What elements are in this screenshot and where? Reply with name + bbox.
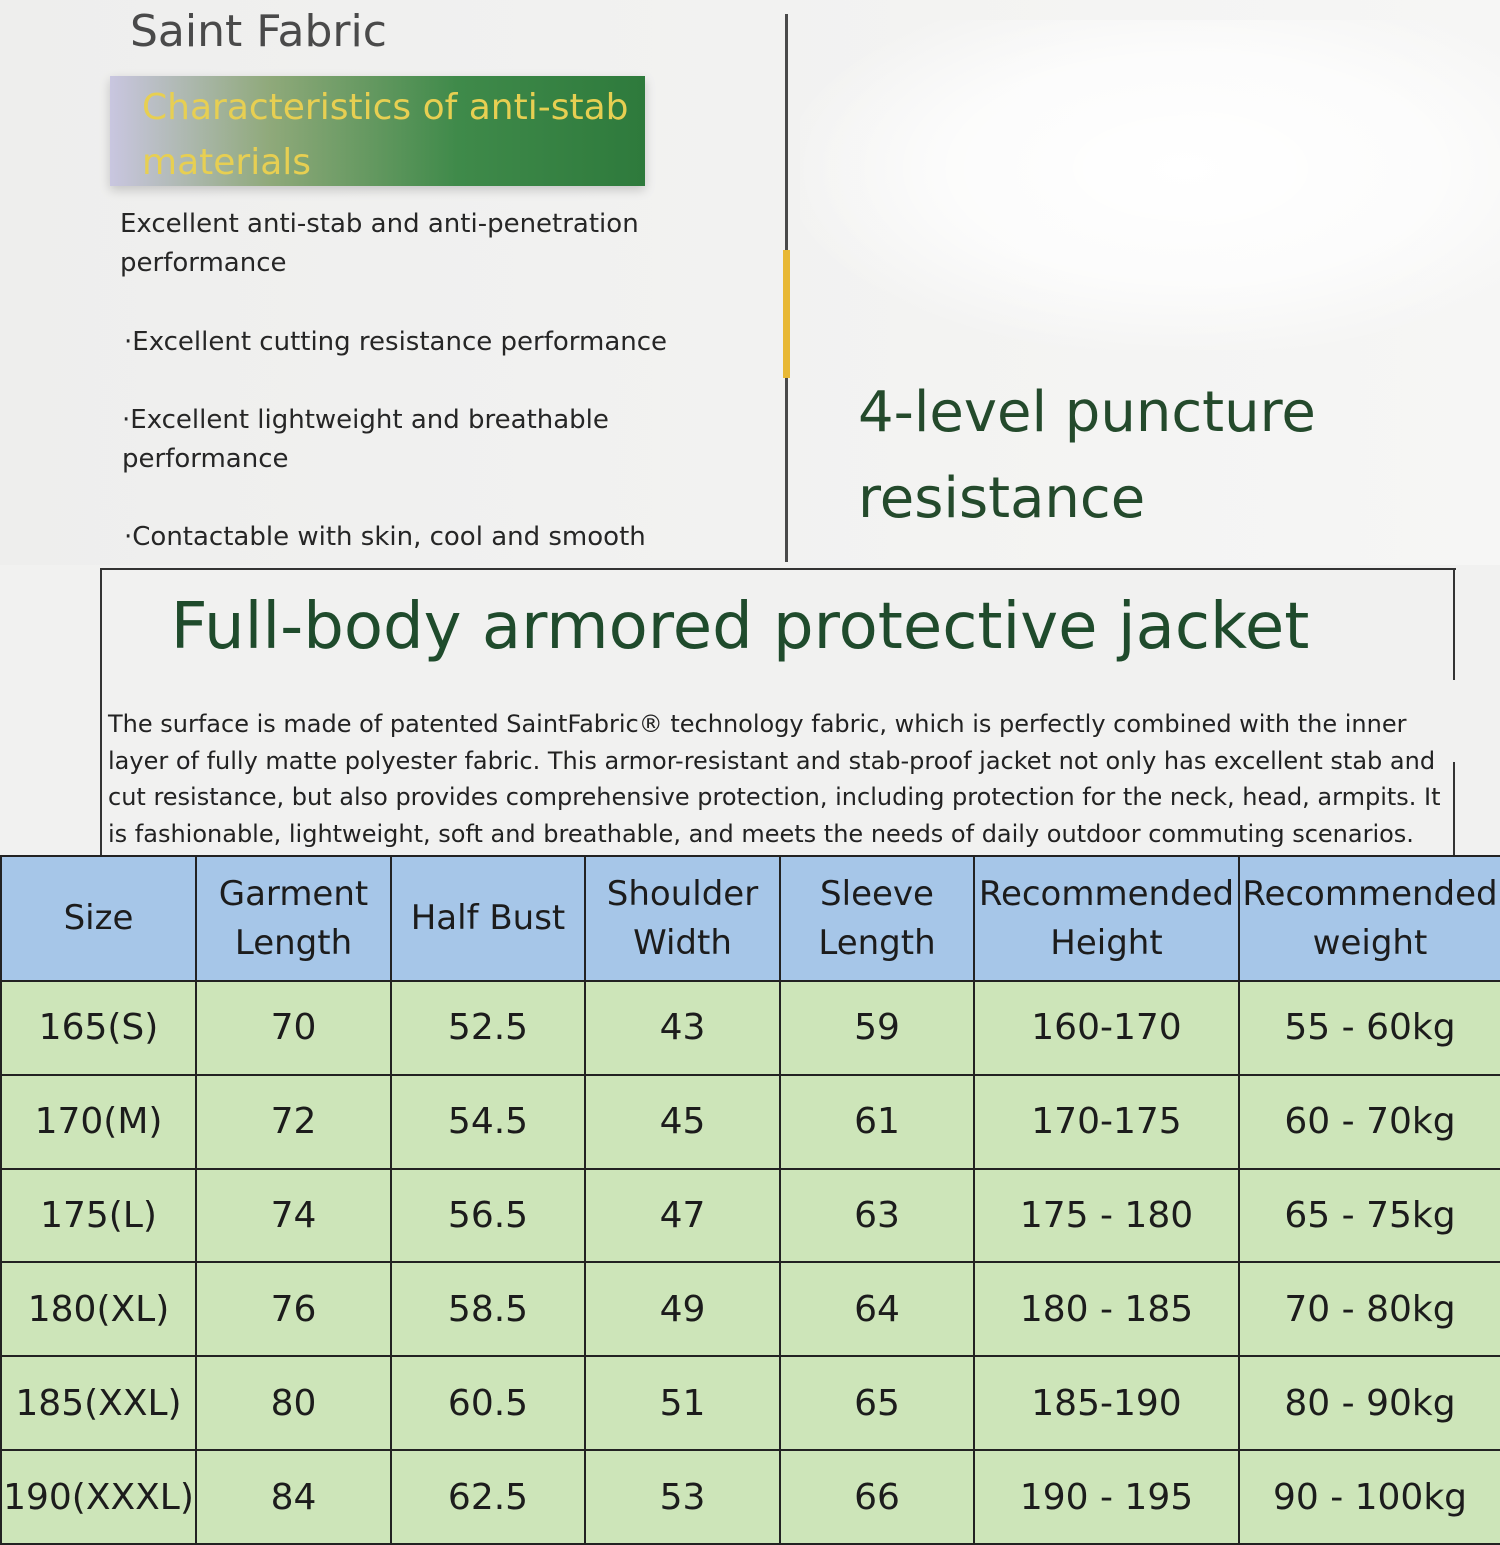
table-cell: 180(XL) xyxy=(1,1262,196,1356)
table-cell: 61 xyxy=(780,1075,974,1169)
table-cell: 170-175 xyxy=(974,1075,1239,1169)
table-cell: 70 xyxy=(196,981,391,1075)
table-cell: 54.5 xyxy=(391,1075,585,1169)
feature-item: ·Contactable with skin, cool and smooth xyxy=(124,522,646,552)
table-cell: 165(S) xyxy=(1,981,196,1075)
table-cell: 185-190 xyxy=(974,1356,1239,1450)
table-cell: 49 xyxy=(585,1262,780,1356)
table-cell: 170(M) xyxy=(1,1075,196,1169)
puncture-rating: 4-level puncture resistance xyxy=(858,380,1316,531)
header-shoulder-width: Shoulder Width xyxy=(585,856,780,981)
header-recommended-height: Recommended Height xyxy=(974,856,1239,981)
table-cell: 53 xyxy=(585,1450,780,1544)
table-cell: 76 xyxy=(196,1262,391,1356)
product-title: Full-body armored protective jacket xyxy=(170,590,1310,664)
table-cell: 59 xyxy=(780,981,974,1075)
table-row xyxy=(1,981,1500,1075)
table-cell: 175 - 180 xyxy=(974,1169,1239,1263)
table-cell: 45 xyxy=(585,1075,780,1169)
table-row xyxy=(1,1262,1500,1356)
header-garment-length: Garment Length xyxy=(196,856,391,981)
frame-edge xyxy=(1453,762,1455,858)
table-row xyxy=(1,1075,1500,1169)
product-description: The surface is made of patented SaintFabric® technology fabric, which is perfectly combined with the inner layer of fully matte polyester fabric. This armor-resistant and stab-proof jacket not only has excellent stab and cut resistance, but also provides comprehensive protection, including protection for the neck, head, armpits. It is fashionable, lightweight, soft and breathable, and meets the needs of daily outdoor commuting scenarios. xyxy=(108,710,1441,848)
table-cell: 180 - 185 xyxy=(974,1262,1239,1356)
table-cell: 90 - 100kg xyxy=(1239,1450,1500,1544)
table-cell: 52.5 xyxy=(391,981,585,1075)
table-row xyxy=(1,1450,1500,1544)
table-cell: 62.5 xyxy=(391,1450,585,1544)
table-cell: 47 xyxy=(585,1169,780,1263)
table-cell: 74 xyxy=(196,1169,391,1263)
table-cell: 70 - 80kg xyxy=(1239,1262,1500,1356)
features-banner xyxy=(110,76,645,186)
table-cell: 43 xyxy=(585,981,780,1075)
header-recommended-weight: Recommended weight xyxy=(1239,856,1500,981)
table-cell: 160-170 xyxy=(974,981,1239,1075)
header-sleeve-length: Sleeve Length xyxy=(780,856,974,981)
size-chart xyxy=(0,855,1500,1545)
feature-item: Excellent anti-stab and anti-penetration performance xyxy=(120,209,639,278)
header-half-bust: Half Bust xyxy=(391,856,585,981)
header-size: Size xyxy=(1,856,196,981)
table-cell: 58.5 xyxy=(391,1262,585,1356)
feature-item: ·Excellent lightweight and breathable performance xyxy=(122,405,609,474)
table-cell: 190 - 195 xyxy=(974,1450,1239,1544)
table-cell: 51 xyxy=(585,1356,780,1450)
table-cell: 55 - 60kg xyxy=(1239,981,1500,1075)
table-cell: 80 xyxy=(196,1356,391,1450)
brand-name: Saint Fabric xyxy=(130,6,387,57)
table-row xyxy=(1,1169,1500,1263)
product-image-area xyxy=(800,20,1500,350)
table-cell: 64 xyxy=(780,1262,974,1356)
table-cell: 56.5 xyxy=(391,1169,585,1263)
table-cell: 80 - 90kg xyxy=(1239,1356,1500,1450)
table-cell: 65 - 75kg xyxy=(1239,1169,1500,1263)
divider-accent xyxy=(783,250,790,378)
table-cell: 63 xyxy=(780,1169,974,1263)
table-cell: 175(L) xyxy=(1,1169,196,1263)
table-cell: 72 xyxy=(196,1075,391,1169)
feature-item: ·Excellent cutting resistance performance xyxy=(124,327,668,357)
banner-title: Characteristics of anti-stab materials xyxy=(142,87,629,183)
table-cell: 60.5 xyxy=(391,1356,585,1450)
table-cell: 84 xyxy=(196,1450,391,1544)
table-cell: 185(XXL) xyxy=(1,1356,196,1450)
size-chart-header xyxy=(1,856,1500,981)
table-cell: 65 xyxy=(780,1356,974,1450)
table-cell: 66 xyxy=(780,1450,974,1544)
table-cell: 190(XXXL) xyxy=(1,1450,196,1544)
table-cell: 60 - 70kg xyxy=(1239,1075,1500,1169)
table-row xyxy=(1,1356,1500,1450)
